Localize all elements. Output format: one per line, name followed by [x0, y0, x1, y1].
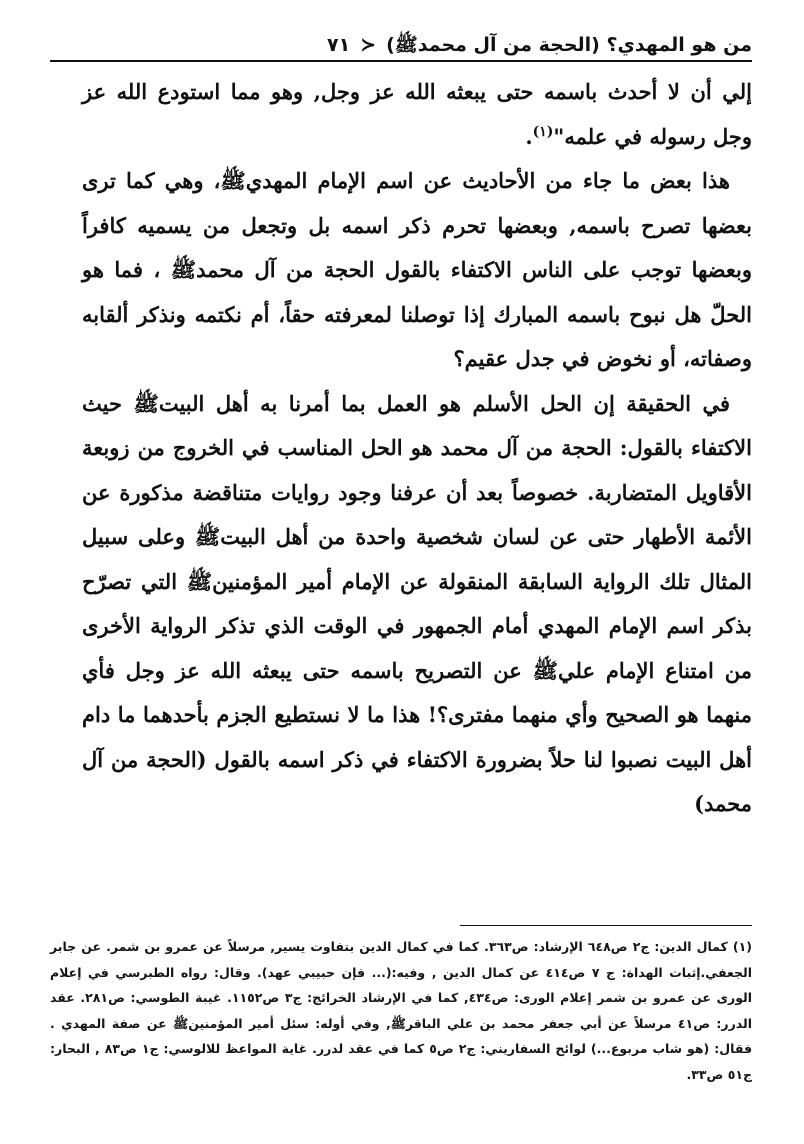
body-text [82, 70, 752, 827]
header-title: من هو المهدي؟ (الحجة من آل محمدﷺ) [386, 34, 752, 56]
footnote: (١) كمال الدين: ج٢ ص٦٤٨ الإرشاد: ص٣٦٣. كما في كمال الدين بتفاوت يسير, مرسلاً عن عمرو بن شمر. عن جابر الجعفي.إثبات الهداة: ج ٧ ص٤١٤ عن كمال الدين , وفيه:(... فإن حبيبي عهد). وقال: رواه الطبرسي في إعلام الورى عن عمرو بن شمر إعلام الورى: ص٤٣٤, كما في الإرشاد الخرائج: ج٣ ص١١٥٢. غيبة الطوسي: ص٢٨١. عقد الدرر: ص٤١ مرسلاً عن أبي جعفر محمد بن علي الباقرﷺ, وفي أوله: سئل أمير المؤمنينﷺ عن صفة المهدي . فقال: (هو شاب مربوع...) لوائح السفاريني: ج٢ ص٥ كما في عقد لدرر. غاية المواعظ للالوسي: ج١ ص٨٣ , البحار: ج٥١ ص٣٣. [50, 939, 753, 1082]
paragraph-3: في الحقيقة إن الحل الأسلم هو العمل بما أمرنا به أهل البيتﷺ حيث الاكتفاء بالقول: الحجة من آل محمد هو الحل المناسب في الخروج من زوبعة الأقاويل المتضاربة. خصوصاً بعد أن عرفنا وجود روايات متناقضة مذكورة عن الأئمة الأطهار حتى عن لسان شخصية واحدة من أهل البيتﷺ وعلى سبيل المثال تلك الرواية السابقة المنقولة عن الإمام أمير المؤمنينﷺ التي تصرّح بذكر اسم الإمام المهدي أمام الجمهور في الوقت الذي تذكر الرواية الأخرى من امتناع الإمام عليﷺ عن التصريح باسمه حتى يبعثه الله عز وجل فأي منهما هو الصحيح وأي منهما مفترى؟! هذا ما لا نستطيع الجزم بأحدهما ما دام أهل البيت نصبوا لنا حلاً بضرورة الاكتفاء في ذكر اسمه بالقول (الحجة من آل محمد) [82, 390, 752, 816]
paragraph-2: هذا بعض ما جاء من الأحاديث عن اسم الإمام المهديﷺ، وهي كما ترى بعضها تصرح باسمه, وبعضها تحرم ذكر اسمه بل وتجعل من يسميه كافراً وبعضها توجب على الناس الاكتفاء بالقول الحجة من آل محمدﷺ ، فما هو الحلّ هل نبوح باسمه المبارك إذا توصلنا لمعرفته حقاً، أم نكتمه ونذكر ألقابه وصفاته، أو نخوض في جدل عقيم؟ [82, 168, 752, 371]
paragraph-1-end: . [525, 123, 533, 149]
paragraph-1 [82, 70, 752, 159]
footnote-reference: (١) [532, 123, 554, 140]
header-arrow-icon: ≺ [360, 34, 377, 56]
running-header [50, 22, 752, 62]
page-number: ٧١ [326, 34, 351, 56]
paragraph-1-text: إلي أن لا أحدث باسمه حتى يبعثه الله عز وجل, وهو مما استودع الله عز وجل رسوله في علمه" [82, 79, 752, 149]
footnote-separator [460, 925, 752, 926]
